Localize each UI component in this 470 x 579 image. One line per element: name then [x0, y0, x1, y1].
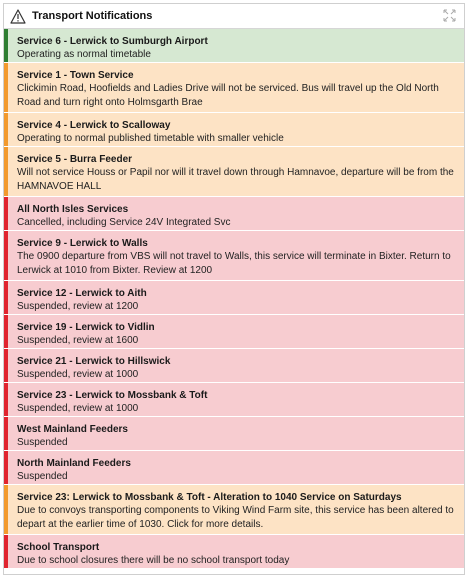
- notification-item[interactable]: [4, 535, 464, 569]
- status-bar: [4, 63, 8, 112]
- notification-title: Service 19 - Lerwick to Vidlin: [17, 322, 155, 333]
- notification-description: Suspended, review at 1000: [17, 403, 139, 414]
- notification-description: Operating to normal published timetable with smaller vehicle: [17, 133, 284, 144]
- panel-title: Transport Notifications: [32, 10, 153, 22]
- notification-list: [4, 29, 464, 569]
- notification-description: Will not service Houss or Papil nor will it travel down through Hamnavoe, departure will be from the HAMNAVOE HALL: [17, 167, 454, 192]
- status-bar: [4, 349, 8, 382]
- notification-description: Clickimin Road, Hoofields and Ladies Drive will not be serviced. Bus will travel up the Old North Road and turn right onto Holmsgarth Brae: [17, 83, 439, 108]
- notification-description: Suspended, review at 1200: [17, 301, 139, 312]
- status-bar: [4, 113, 8, 146]
- notification-item[interactable]: [4, 315, 464, 349]
- status-bar: [4, 29, 8, 62]
- notification-title: North Mainland Feeders: [17, 458, 131, 469]
- notification-item[interactable]: [4, 349, 464, 383]
- notification-item[interactable]: [4, 197, 464, 231]
- notification-item[interactable]: [4, 383, 464, 417]
- notification-item[interactable]: [4, 281, 464, 315]
- notification-description: Due to school closures there will be no school transport today: [17, 555, 290, 566]
- status-bar: [4, 451, 8, 484]
- notification-title: Service 5 - Burra Feeder: [17, 154, 133, 165]
- status-bar: [4, 417, 8, 450]
- notification-title: Service 23: Lerwick to Mossbank & Toft - Alteration to 1040 Service on Saturdays: [17, 492, 402, 503]
- panel-header: [4, 4, 464, 29]
- status-bar: [4, 535, 8, 568]
- notification-title: Service 9 - Lerwick to Walls: [17, 238, 148, 249]
- notification-item[interactable]: [4, 113, 464, 147]
- transport-notifications-panel: [3, 3, 465, 575]
- notification-title: Service 1 - Town Service: [17, 70, 134, 81]
- status-bar: [4, 485, 8, 534]
- notification-title: Service 12 - Lerwick to Aith: [17, 288, 147, 299]
- notification-item[interactable]: [4, 63, 464, 113]
- notification-description: Suspended: [17, 471, 68, 482]
- notification-title: Service 21 - Lerwick to Hillswick: [17, 356, 171, 367]
- notification-description: Suspended, review at 1000: [17, 369, 139, 380]
- status-bar: [4, 383, 8, 416]
- status-bar: [4, 147, 8, 196]
- notification-item[interactable]: [4, 29, 464, 63]
- notification-title: Service 23 - Lerwick to Mossbank & Toft: [17, 390, 208, 401]
- notification-item[interactable]: [4, 231, 464, 281]
- notification-description: Operating as normal timetable: [17, 49, 151, 60]
- notification-item[interactable]: [4, 147, 464, 197]
- notification-description: The 0900 departure from VBS will not travel to Walls, this service will terminate in Bixter. Return to Lerwick at 1010 from Bixter. Review at 1200: [17, 251, 451, 276]
- notification-title: All North Isles Services: [17, 204, 129, 215]
- notification-item[interactable]: [4, 417, 464, 451]
- notification-description: Due to convoys transporting components to Viking Wind Farm site, this service has been altered to depart at the earlier time of 1030. Click for more details.: [17, 505, 454, 530]
- expand-icon[interactable]: [443, 9, 456, 22]
- notification-description: Suspended, review at 1600: [17, 335, 139, 346]
- notification-item[interactable]: [4, 485, 464, 535]
- notification-title: Service 6 - Lerwick to Sumburgh Airport: [17, 36, 208, 47]
- notification-item[interactable]: [4, 451, 464, 485]
- warning-triangle-icon: [10, 9, 26, 24]
- status-bar: [4, 281, 8, 314]
- status-bar: [4, 197, 8, 230]
- status-bar: [4, 231, 8, 280]
- notification-title: West Mainland Feeders: [17, 424, 128, 435]
- notification-title: Service 4 - Lerwick to Scalloway: [17, 120, 171, 131]
- notification-description: Suspended: [17, 437, 68, 448]
- notification-description: Cancelled, including Service 24V Integrated Svc: [17, 217, 231, 228]
- notification-title: School Transport: [17, 542, 100, 553]
- status-bar: [4, 315, 8, 348]
